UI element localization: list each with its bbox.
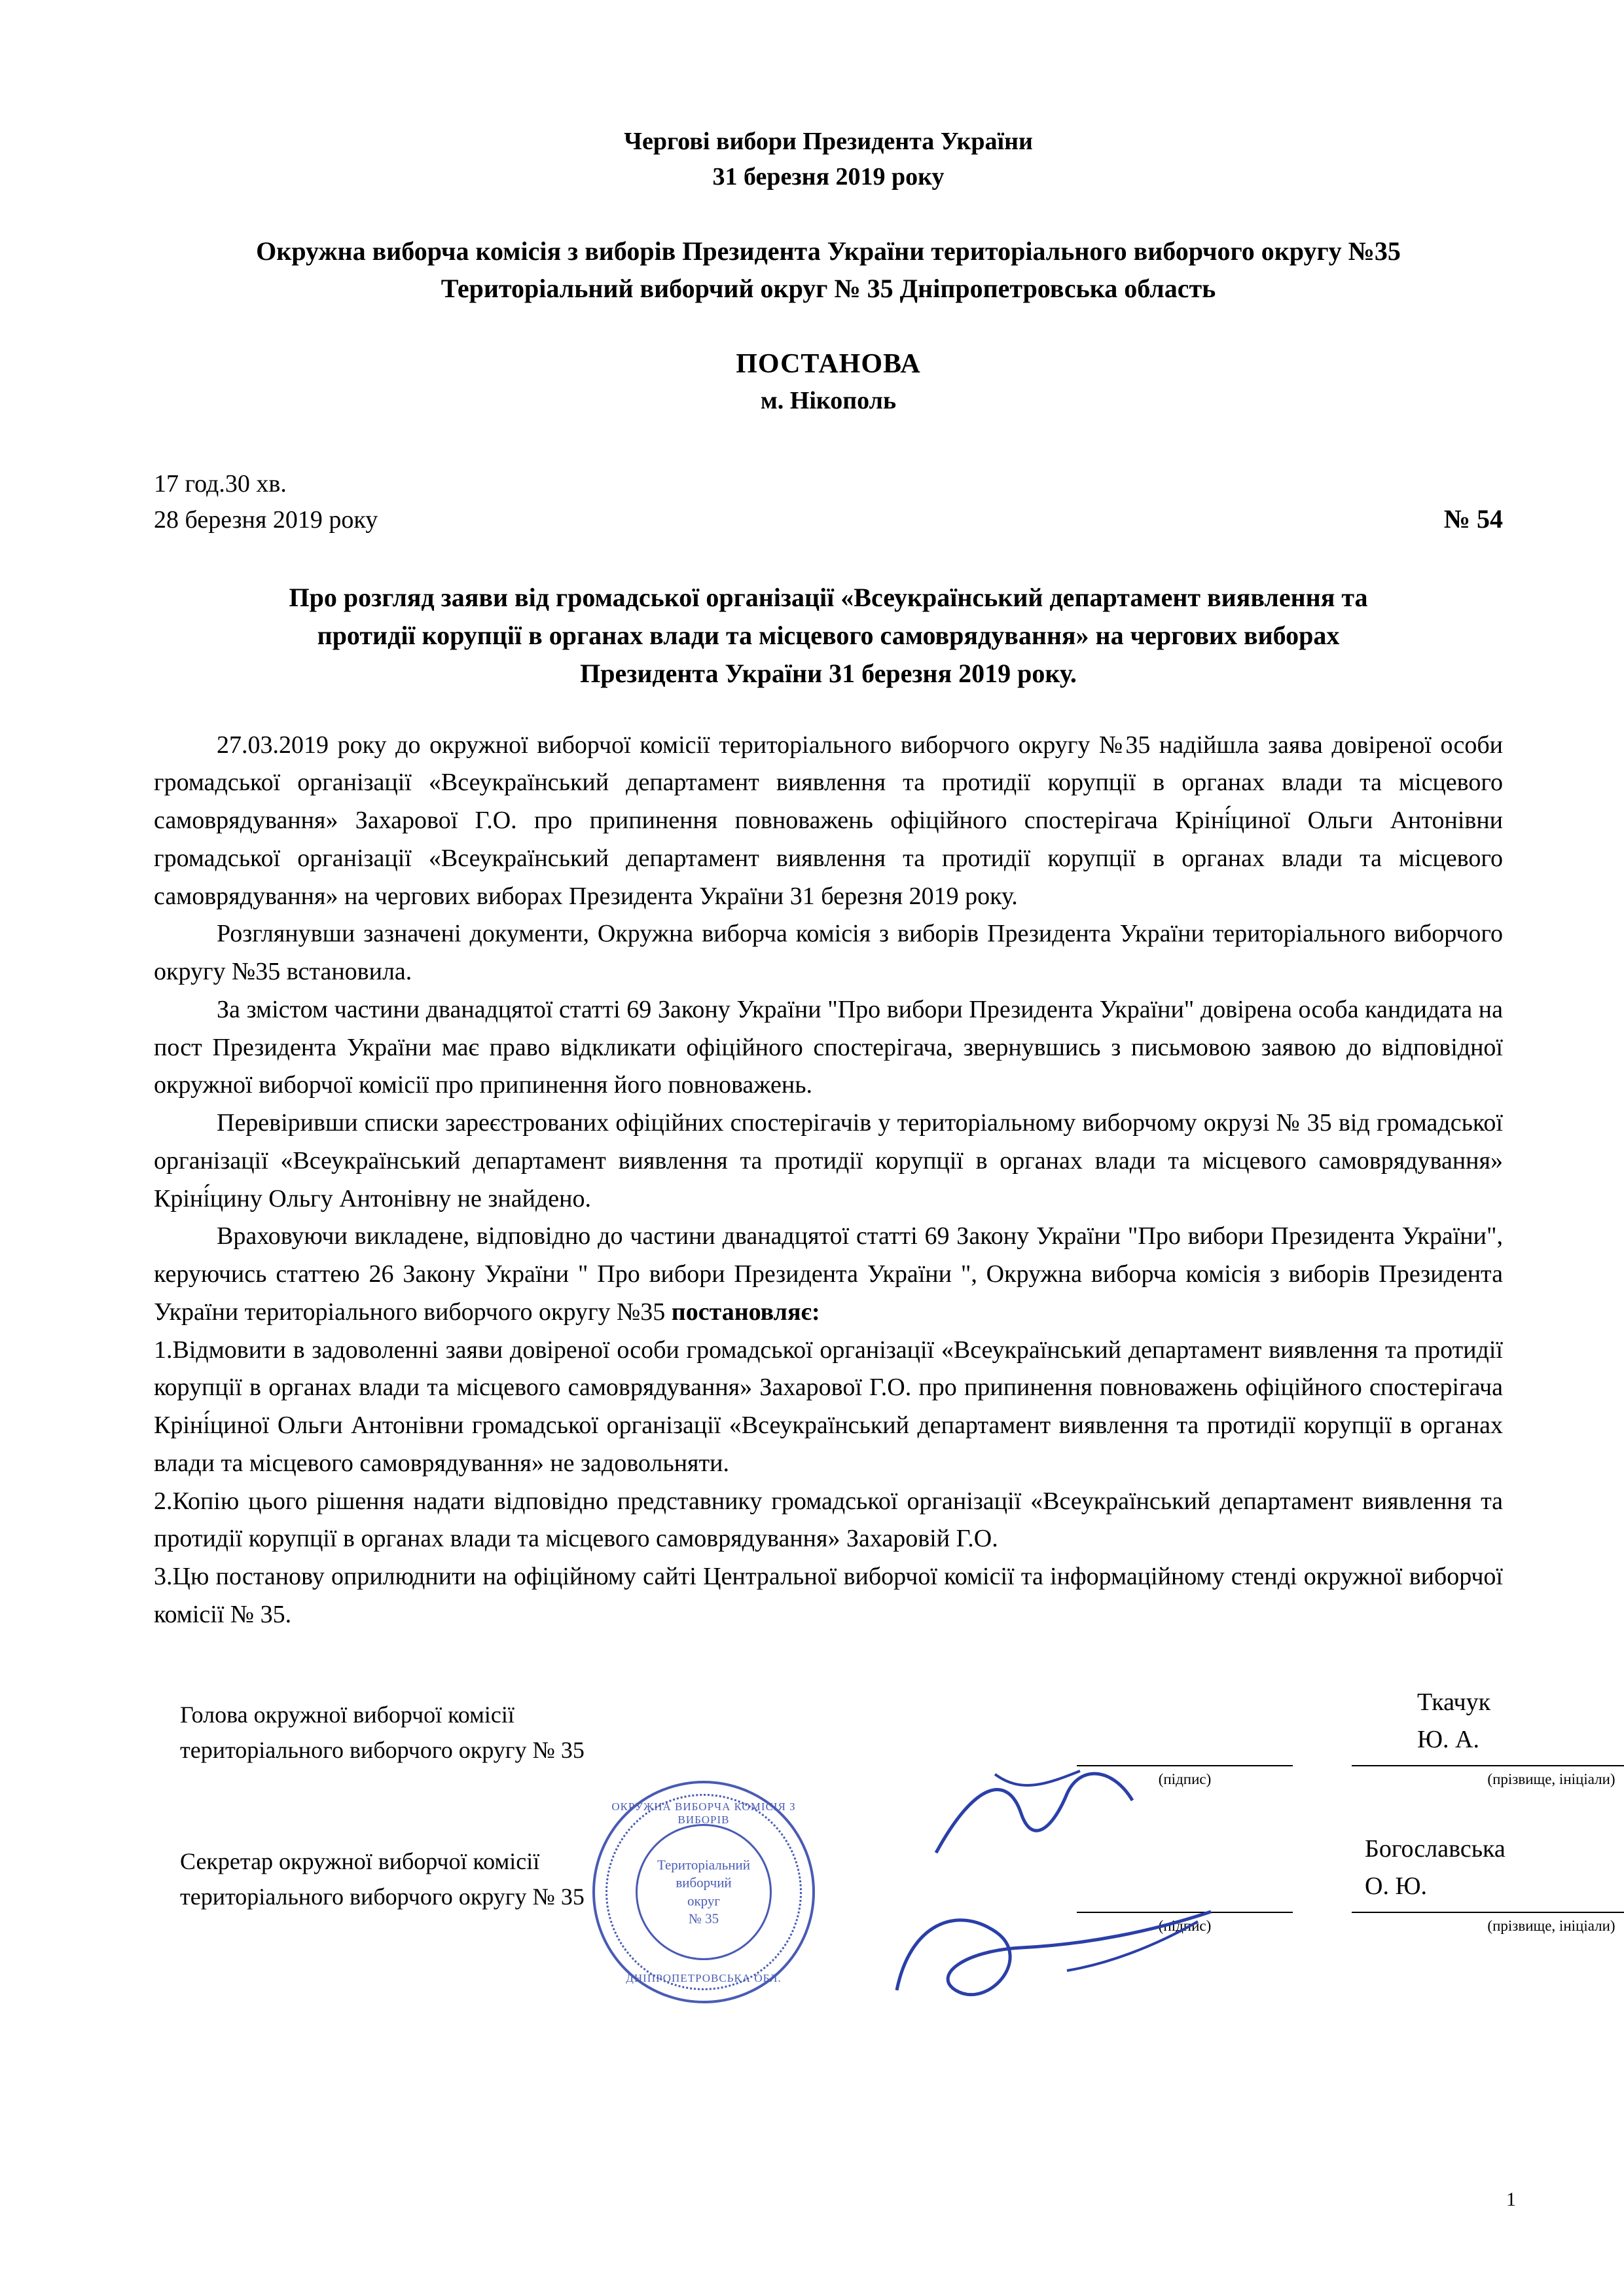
paragraph-4: Перевіривши списки зареєстрованих офіційних спостерігачів у територіальному виборчому окрузі № 35 від громадської організації «Всеукраїнський департамент виявлення та протидії корупції в органах влади та місцевого самоврядування» Кріні́цину Ольгу Антонівну не знайдено. (154, 1109, 1503, 1212)
secretary-signature-caption: (підпис) (1158, 1918, 1212, 1935)
resolution-heading: ПОСТАНОВА (736, 348, 921, 379)
document-header (154, 124, 1503, 195)
seal-line-4: № 35 (688, 1910, 719, 1927)
city-label: м. Нікополь (760, 386, 897, 414)
chair-signature-caption: (підпис) (1158, 1771, 1212, 1788)
list-item-3 (154, 1558, 1503, 1634)
paragraph-2: Розглянувши зазначені документи, Окружна виборча комісія з виборів Президента України територіального виборчого округу №35 встановила. (154, 920, 1503, 986)
signature-block-secretary (154, 1834, 1615, 1942)
list-item-3-number: 3. (154, 1563, 173, 1591)
resolution-time: 17 год.30 хв. (154, 469, 287, 498)
seal-arc-bottom-text: ДНІПРОПЕТРОВСЬКА ОБЛ. (626, 1972, 782, 1984)
paragraph-1: 27.03.2019 року до окружної виборчої комісії територіального виборчого округу №35 надійшла заява довіреної особи громадської організації «Всеукраїнський департамент виявлення та протидії корупції в органах влади та місцевого самоврядування» Захарової Г.О. про припинення повноважень офіційного спостерігача Кріні́циної Ольги Антонівни громадської організації «Всеукраїнський департамент виявлення та протидії корупції в органах влади та місцевого самоврядування» на чергових виборах Президента України 31 березня 2019 року. (154, 731, 1503, 910)
paragraph-3: За змістом частини дванадцятої статті 69 Закону України "Про вибори Президента України" довірена особа кандидата на пост Президента України має право відкликати офіційного спостерігача, звернувшись з письмовою заявою до відповідної окружної виборчої комісії про припинення його повноважень. (154, 995, 1503, 1099)
secretary-name-rule (1352, 1912, 1624, 1913)
resolution-number: № 54 (1443, 503, 1503, 534)
signature-block-chair (154, 1688, 1615, 1795)
header-line-2: 31 березня 2019 року (712, 162, 945, 191)
committee-line-2: Територіальний виборчий округ № 35 Дніпропетровська область (441, 273, 1216, 303)
list-item-1 (154, 1332, 1503, 1483)
secretary-name-caption: (прізвище, ініціали) (1487, 1918, 1615, 1935)
list-item-2-text: Копію цього рішення надати відповідно представнику громадської організації «Всеукраїнський департамент виявлення та протидії корупції в органах влади та місцевого самоврядування» Захаровій Г.О. (154, 1487, 1503, 1553)
title-line-2: протидії корупції в органах влади та місцевого самоврядування» на чергових виборах (317, 620, 1340, 650)
list-item-2 (154, 1483, 1503, 1559)
seal-line-3: округ (687, 1893, 721, 1908)
meta-row (154, 466, 1503, 538)
final-paragraph-text: Враховуючи викладене, відповідно до частини дванадцятої статті 69 Закону України "Про вибори Президента України", керуючись статтею 26 Закону України " Про вибори Президента України ", Окружна виборча комісія з виборів Президента України територіального виборчого округу №35 (154, 1222, 1503, 1326)
chair-role-line-2: територіального виборчого округу № 35 (180, 1736, 585, 1763)
page-number: 1 (1506, 2189, 1516, 2210)
document-body (154, 727, 1503, 1634)
resolution-date: 28 березня 2019 року (154, 505, 378, 534)
committee-block (154, 233, 1503, 308)
list-item-2-number: 2. (154, 1487, 173, 1515)
decides-word: постановляє: (671, 1298, 820, 1326)
list-item-1-number: 1. (154, 1336, 173, 1364)
seal-line-1: Територіальний (657, 1857, 751, 1873)
list-item-3-text: Цю постанову оприлюднити на офіційному сайті Центральної виборчої комісії та інформаційному стенді окружної виборчої комісії № 35. (154, 1563, 1503, 1628)
secretary-role-line-2: територіального виборчого округу № 35 (180, 1883, 585, 1910)
chair-role (180, 1697, 677, 1768)
header-line-1: Чергові вибори Президента України (624, 128, 1033, 155)
seal-line-2: виборчий (676, 1874, 732, 1891)
chair-name-caption: (прізвище, ініціали) (1487, 1771, 1615, 1788)
seal-arc-top-text: ОКРУЖНА ВИБОРЧА КОМІСІЯ З ВИБОРІВ (611, 1800, 796, 1826)
title-line-1: Про розгляд заяви від громадської організації «Всеукраїнський департамент виявлення та (289, 582, 1368, 612)
chair-name-rule (1352, 1765, 1624, 1766)
title-line-3: Президента України 31 березня 2019 року. (580, 658, 1077, 688)
signature-area (154, 1688, 1615, 1942)
secretary-signature-rule (1077, 1912, 1293, 1913)
secretary-role-line-1: Секретар окружної виборчої комісії (180, 1848, 540, 1874)
official-seal-stamp (592, 1781, 815, 2003)
committee-line-1: Окружна виборча комісія з виборів Президента України територіального виборчого округу №35 (256, 236, 1401, 266)
list-item-1-text: Відмовити в задоволенні заяви довіреної особи громадської організації «Всеукраїнський департамент виявлення та протидії корупції в органах влади та місцевого самоврядування» Захарової Г.О. про припинення повноважень офіційного спостерігача Кріні́циної Ольги Антонівни громадської організації «Всеукраїнський департамент виявлення та протидії корупції в органах влади та місцевого самоврядування» не задовольняти. (154, 1336, 1503, 1477)
seal-inner-text (595, 1856, 812, 1927)
chair-signature-rule (1077, 1765, 1293, 1766)
secretary-name-value: Богославська О. Ю. (1365, 1834, 1506, 1900)
document-title (154, 579, 1503, 693)
chair-name-value: Ткачук Ю. А. (1417, 1688, 1491, 1753)
paragraph-final (154, 1218, 1503, 1331)
chair-role-line-1: Голова окружної виборчої комісії (180, 1701, 514, 1728)
